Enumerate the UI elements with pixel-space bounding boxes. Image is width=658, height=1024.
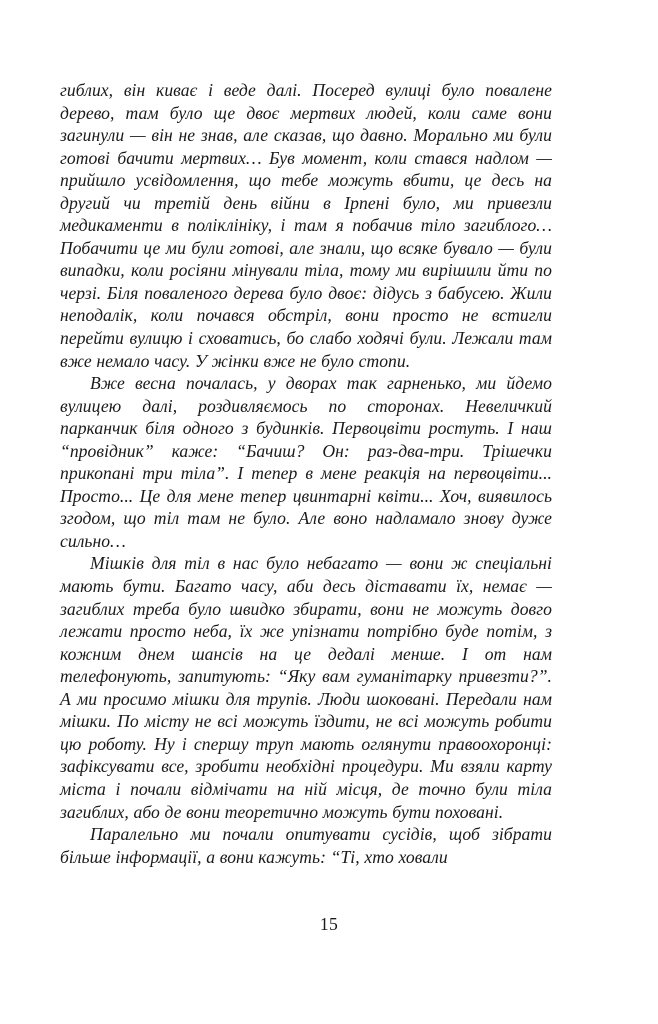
paragraph-3: Мішків для тіл в нас було небагато — вони ж спеціальні мають бути. Багато часу, аби десь діставати їх, немає — загиблих треба було швидко збирати, вони не можуть довго лежати просто неба, їх же упізнати потрібно буде потім, з кожним днем шансів на це дедалі менше. І от нам телефонують, запитують: “Яку вам гуманітарку привезти?”. А ми просимо мішки для трупів. Люди шоковані. Передали нам мішки. По місту не всі можуть їздити, не всі можуть робити цю роботу. Ну і спершу труп мають оглянути правоохоронці: зафіксувати все, зробити необхідні процедури. Ми взяли карту міста і почали відмічати на ній місця, де точно були тіла загиблих, або де вони теоретично можуть бути поховані. xyxy=(60,553,552,822)
paragraph-4: Паралельно ми почали опитувати сусідів, щоб зібрати більше інформації, а вони кажуть: “Ті, хто ховали xyxy=(60,824,552,867)
page-number: 15 xyxy=(319,914,339,934)
paragraph-2: Вже весна почалась, у дворах так гарненько, ми йдемо вулицею далі, роздивляємось по сторонах. Невеличкий парканчик біля одного з будинків. Первоцвіти ростуть. І наш “провідник” каже: “Бачиш? Он: раз-два-три. Трішечки прикопані три тіла”. І тепер в мене реакція на первоцвіти... Просто... Це для мене тепер цвинтарні квіти... Хоч, виявилось згодом, що тіл там не було. Але воно надламало знову дуже сильно… xyxy=(60,373,552,551)
page-text-block xyxy=(60,79,552,868)
paragraph-1: гиблих, він киває і веде далі. Посеред вулиці було повалене дерево, там було ще двоє мертвих людей, коли саме вони загинули — він не знав, але сказав, що давно. Морально ми були готові бачити мертвих… Був момент, коли стався надлом — прийшло усвідомлення, що тебе можуть вбити, це десь на другий чи третій день війни в Ірпені було, ми привезли медикаменти в поліклініку, і там я побачив тіло загиблого… Побачити це ми були готові, але знали, що всяке бувало — були випадки, коли росіяни мінували тіла, тому ми вирішили йти по черзі. Біля поваленого дерева було двоє: дідусь з бабусею. Жили неподалік, коли почався обстріл, вони просто не встигли перейти вулицю і сховатись, бо слабо ходячі були. Лежали там вже немало часу. У жінки вже не було стопи. xyxy=(60,80,552,371)
